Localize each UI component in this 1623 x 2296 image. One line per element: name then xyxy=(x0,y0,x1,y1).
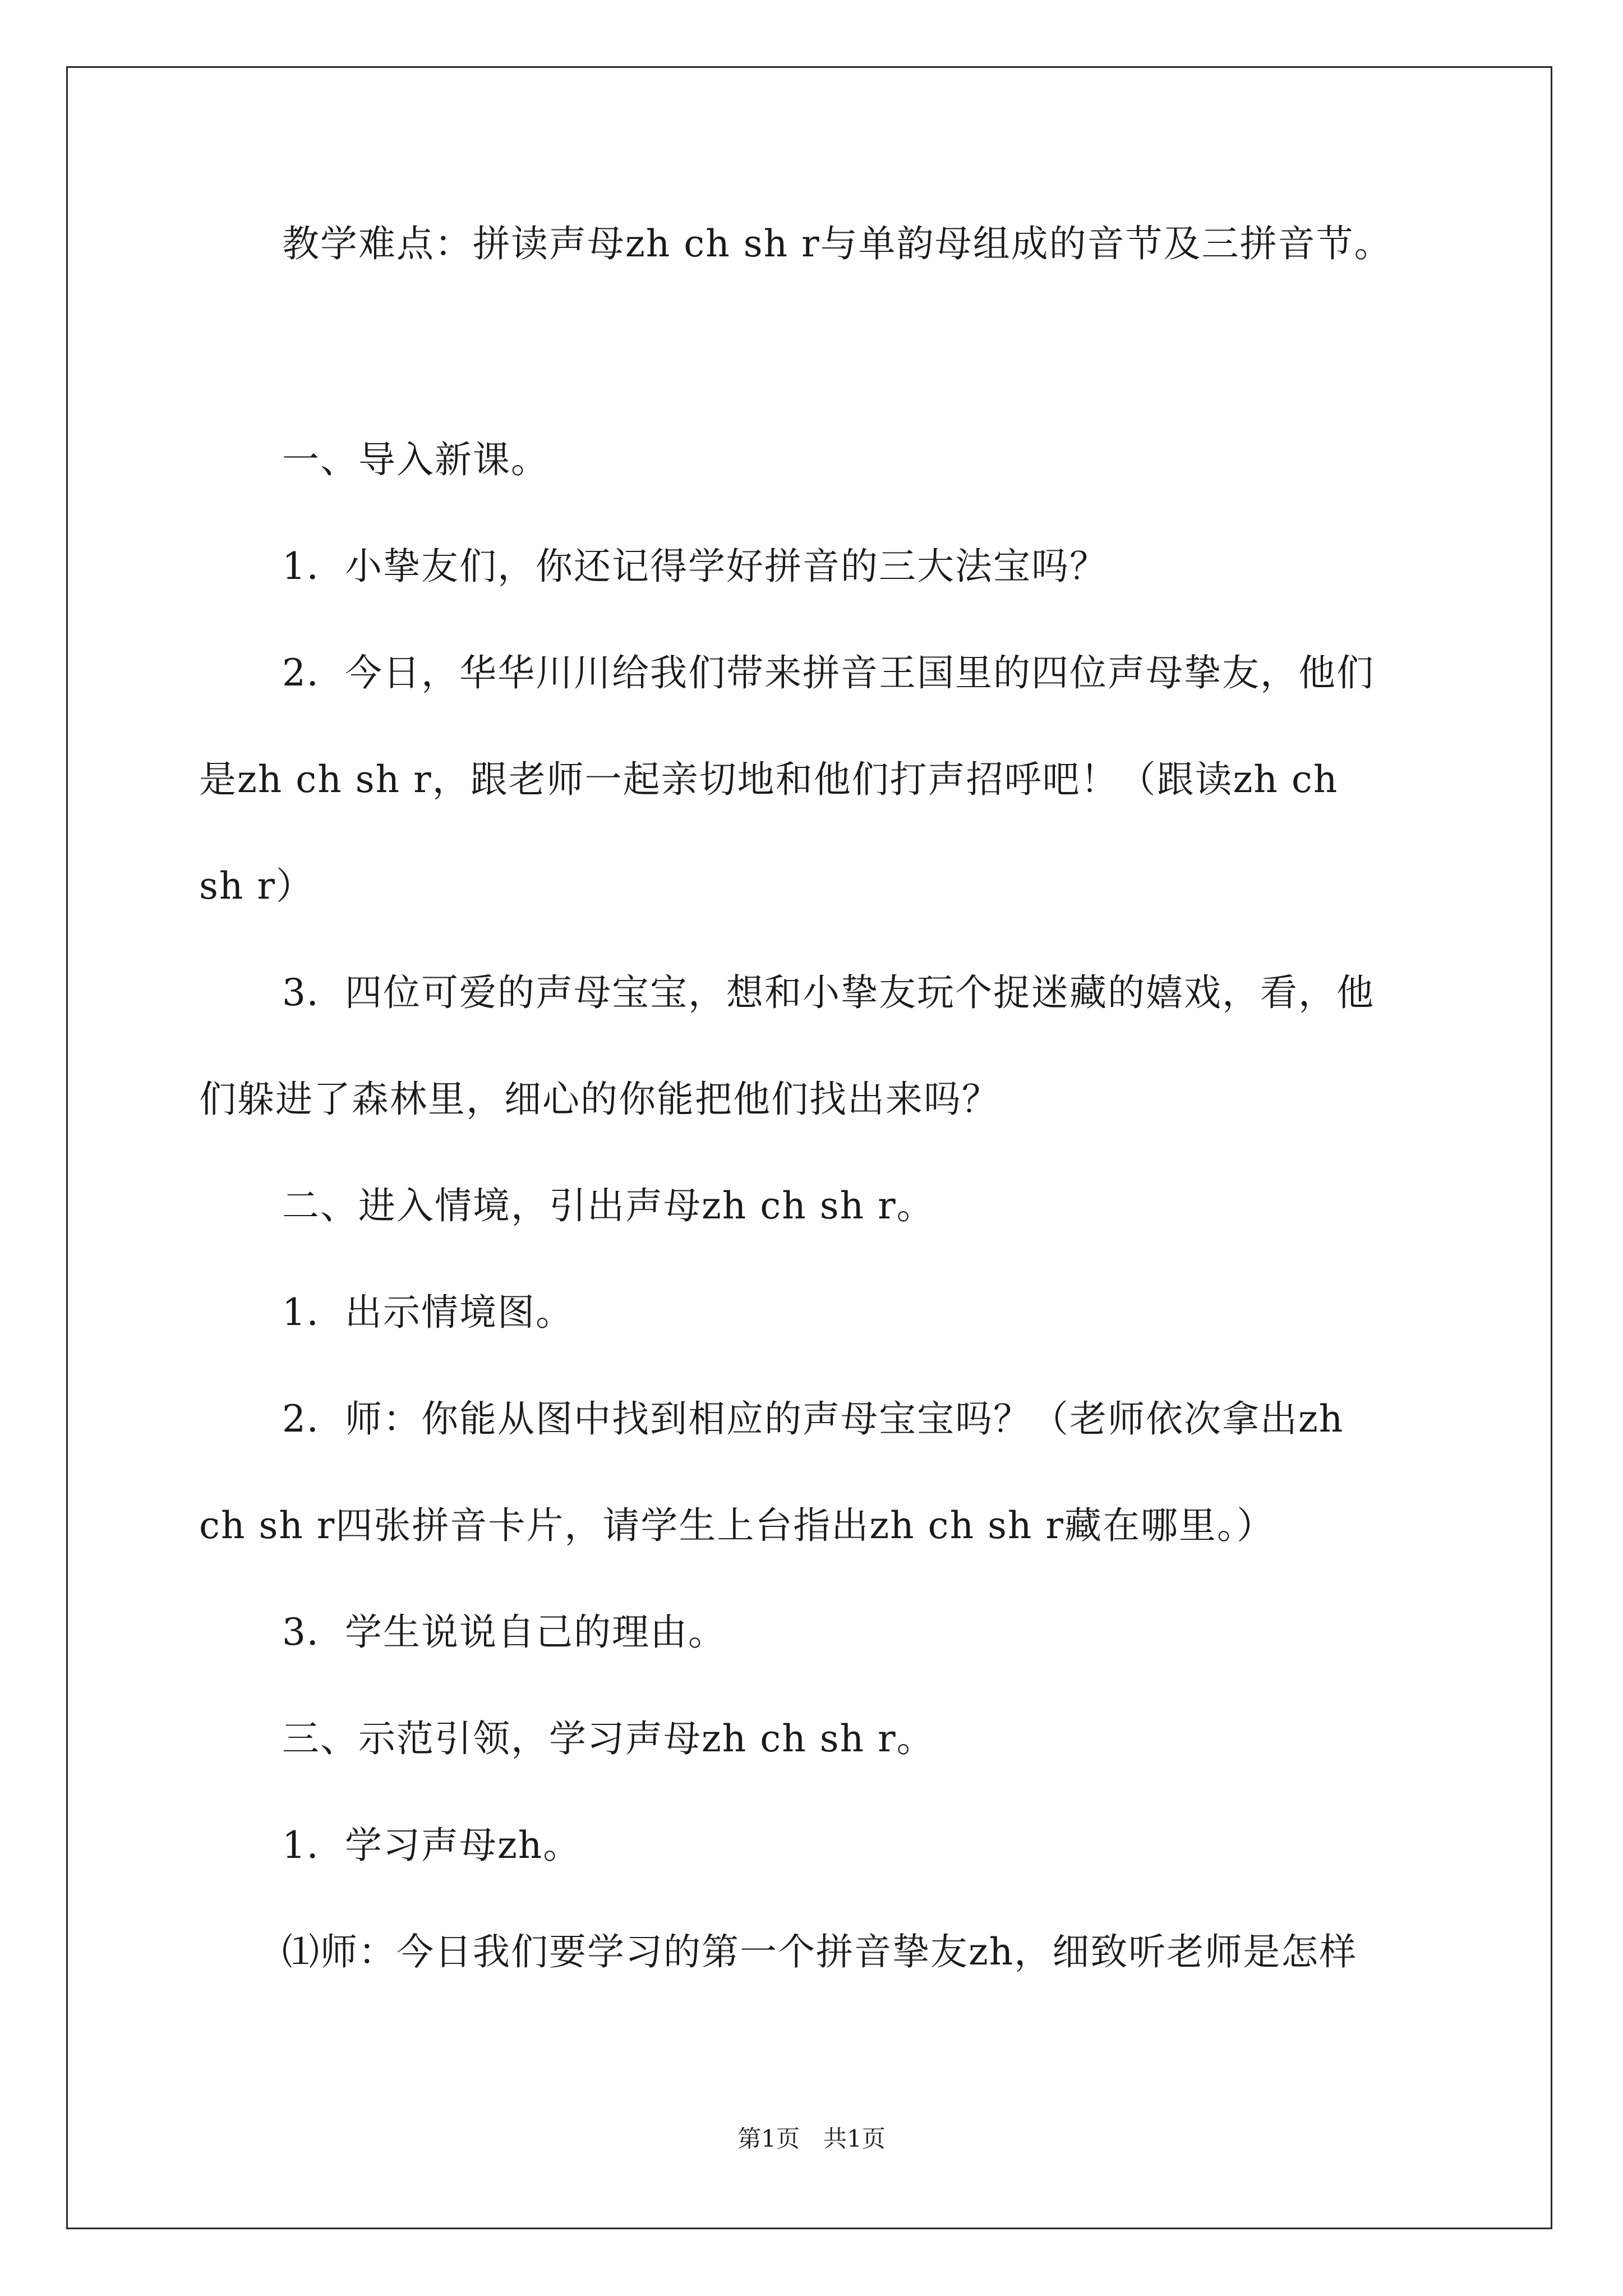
paragraph-continuation: 是zh ch sh r，跟老师一起亲切地和他们打声招呼吧！（跟读zh ch xyxy=(199,758,1339,801)
heading-section-3: 三、示范引领，学习声母zh ch sh r。 xyxy=(282,1717,935,1760)
heading-section-2: 二、进入情境，引出声母zh ch sh r。 xyxy=(282,1184,935,1227)
paragraph-item: 2．师：你能从图中找到相应的声母宝宝吗？（老师依次拿出zh xyxy=(282,1397,1344,1441)
page-border xyxy=(66,66,1552,2229)
paragraph-item: 1．学习声母zh。 xyxy=(282,1824,582,1867)
paragraph-item: 1．小挚友们，你还记得学好拼音的三大法宝吗？ xyxy=(282,545,1108,588)
paragraph-item: 2．今日，华华川川给我们带来拼音王国里的四位声母挚友，他们 xyxy=(282,651,1375,694)
paragraph-item: 3．学生说说自己的理由。 xyxy=(282,1611,726,1654)
paragraph-teaching-difficulty: 教学难点：拼读声母zh ch sh r与单韵母组成的音节及三拼音节。 xyxy=(282,222,1393,265)
heading-section-1: 一、导入新课。 xyxy=(282,438,549,481)
paragraph-item: 1．出示情境图。 xyxy=(282,1291,574,1334)
page-number-footer: 第1页 共1页 xyxy=(737,2125,886,2152)
paragraph-continuation: ch sh r四张拼音卡片，请学生上台指出zh ch sh r藏在哪里。） xyxy=(199,1504,1275,1547)
paragraph-item: 3．四位可爱的声母宝宝，想和小挚友玩个捉迷藏的嬉戏，看，他 xyxy=(282,971,1375,1014)
paragraph-continuation: 们躲进了森林里，细心的你能把他们找出来吗？ xyxy=(199,1078,1000,1121)
paragraph-continuation: sh r） xyxy=(199,864,314,908)
paragraph-item: ⑴师：今日我们要学习的第一个拼音挚友zh，细致听老师是怎样 xyxy=(282,1930,1358,1973)
